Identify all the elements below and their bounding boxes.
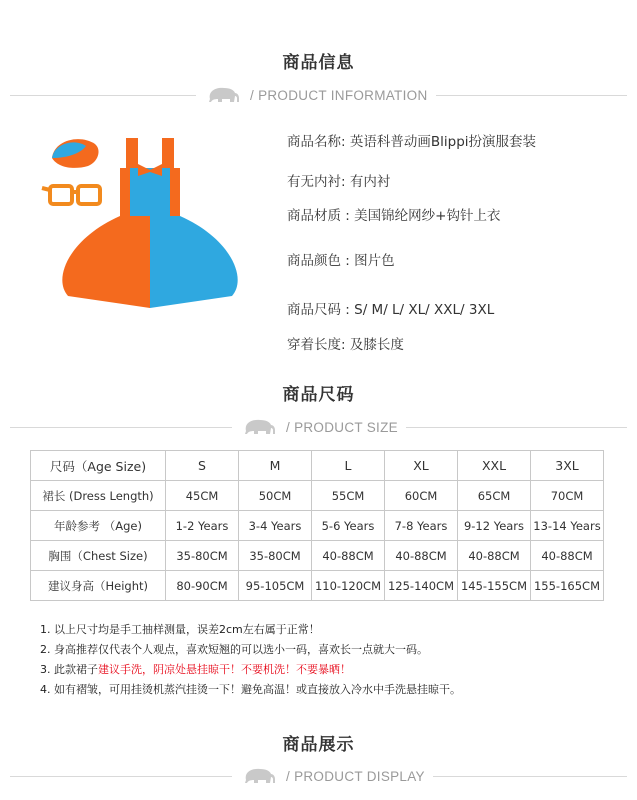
table-cell: 裙长 (Dress Length) xyxy=(31,481,166,511)
info-value: 图片色 xyxy=(354,253,395,269)
section-title-size: 商品尺码 xyxy=(282,385,355,405)
slash: / xyxy=(250,87,255,103)
table-cell: 年龄参考 （Age) xyxy=(31,511,166,541)
notes-list xyxy=(40,620,461,700)
table-cell: 70CM xyxy=(531,481,604,511)
table-header-cell: 3XL xyxy=(531,451,604,481)
table-cell: 45CM xyxy=(166,481,239,511)
info-label: 商品名称: xyxy=(287,134,346,150)
table-header-cell: M xyxy=(239,451,312,481)
slash: / xyxy=(286,419,291,435)
table-cell: 65CM xyxy=(458,481,531,511)
table-header-cell: L xyxy=(312,451,385,481)
table-cell: 35-80CM xyxy=(239,541,312,571)
table-cell: 35-80CM xyxy=(166,541,239,571)
info-value: 有内衬 xyxy=(349,174,391,190)
subtitle-text: PRODUCT SIZE xyxy=(294,419,398,435)
table-cell: 125-140CM xyxy=(385,571,458,601)
table-row xyxy=(31,481,604,511)
info-row-lining xyxy=(287,170,390,190)
table-cell: 110-120CM xyxy=(312,571,385,601)
note-warning: 建议手洗，阴凉处悬挂晾干！不要机洗！不要暴晒！ xyxy=(98,663,351,676)
subtitle-text: PRODUCT DISPLAY xyxy=(294,768,425,784)
note-item: 4. 如有褶皱，可用挂烫机蒸汽挂烫一下！避免高温！或直接放入冷水中手洗悬挂晾干。 xyxy=(40,683,461,696)
info-label: 穿着长度: xyxy=(287,337,346,353)
table-cell: 40-88CM xyxy=(312,541,385,571)
note-item xyxy=(40,660,461,680)
table-cell: 155-165CM xyxy=(531,571,604,601)
table-cell: 40-88CM xyxy=(458,541,531,571)
table-header-row xyxy=(31,451,604,481)
table-cell: 40-88CM xyxy=(385,541,458,571)
table-cell: 55CM xyxy=(312,481,385,511)
table-cell: 7-8 Years xyxy=(385,511,458,541)
table-row xyxy=(31,541,604,571)
note-text: 3. 此款裙子 xyxy=(40,663,98,676)
section-subtitle-info xyxy=(196,83,436,107)
info-label: 有无内衬: xyxy=(287,174,346,190)
elephant-icon xyxy=(204,85,244,105)
table-cell: 9-12 Years xyxy=(458,511,531,541)
section-subtitle-size xyxy=(232,415,406,439)
info-row-color xyxy=(287,249,395,269)
note-item: 1. 以上尺寸均是手工抽样测量，误差2cm左右属于正常！ xyxy=(40,623,320,636)
table-header-cell: XXL xyxy=(458,451,531,481)
table-cell: 80-90CM xyxy=(166,571,239,601)
info-label: 商品尺码 : xyxy=(287,302,350,318)
elephant-icon xyxy=(240,417,280,437)
section-title-info: 商品信息 xyxy=(282,53,355,73)
table-cell: 胸围（Chest Size) xyxy=(31,541,166,571)
slash: / xyxy=(286,768,291,784)
table-cell: 60CM xyxy=(385,481,458,511)
section-subtitle-display xyxy=(232,764,433,788)
table-cell: 3-4 Years xyxy=(239,511,312,541)
info-value: 及膝长度 xyxy=(349,337,404,353)
subtitle-text: PRODUCT INFORMATION xyxy=(258,87,428,103)
note-item: 2. 身高推荐仅代表个人观点，喜欢短翘的可以选小一码，喜欢长一点就大一码。 xyxy=(40,643,428,656)
section-title-display: 商品展示 xyxy=(282,735,355,755)
info-row-length xyxy=(287,333,404,353)
table-row xyxy=(31,571,604,601)
table-row xyxy=(31,511,604,541)
info-value: 美国锦纶网纱+钩针上衣 xyxy=(354,208,501,224)
elephant-icon xyxy=(240,766,280,786)
info-row-name xyxy=(287,130,536,150)
table-header-cell: S xyxy=(166,451,239,481)
info-value: 英语科普动画Blippi扮演服套装 xyxy=(349,134,537,150)
info-label: 商品材质 : xyxy=(287,208,350,224)
info-row-size xyxy=(287,298,494,318)
table-cell: 40-88CM xyxy=(531,541,604,571)
product-image xyxy=(40,128,270,318)
table-cell: 1-2 Years xyxy=(166,511,239,541)
table-cell: 5-6 Years xyxy=(312,511,385,541)
table-header-cell: 尺码（Age Size) xyxy=(31,451,166,481)
table-header-cell: XL xyxy=(385,451,458,481)
table-cell: 95-105CM xyxy=(239,571,312,601)
table-cell: 建议身高（Height) xyxy=(31,571,166,601)
table-cell: 50CM xyxy=(239,481,312,511)
table-cell: 145-155CM xyxy=(458,571,531,601)
info-label: 商品颜色 : xyxy=(287,253,350,269)
table-cell: 13-14 Years xyxy=(531,511,604,541)
size-table xyxy=(30,450,604,601)
info-row-material xyxy=(287,204,500,224)
info-value: S/ M/ L/ XL/ XXL/ 3XL xyxy=(354,302,495,318)
